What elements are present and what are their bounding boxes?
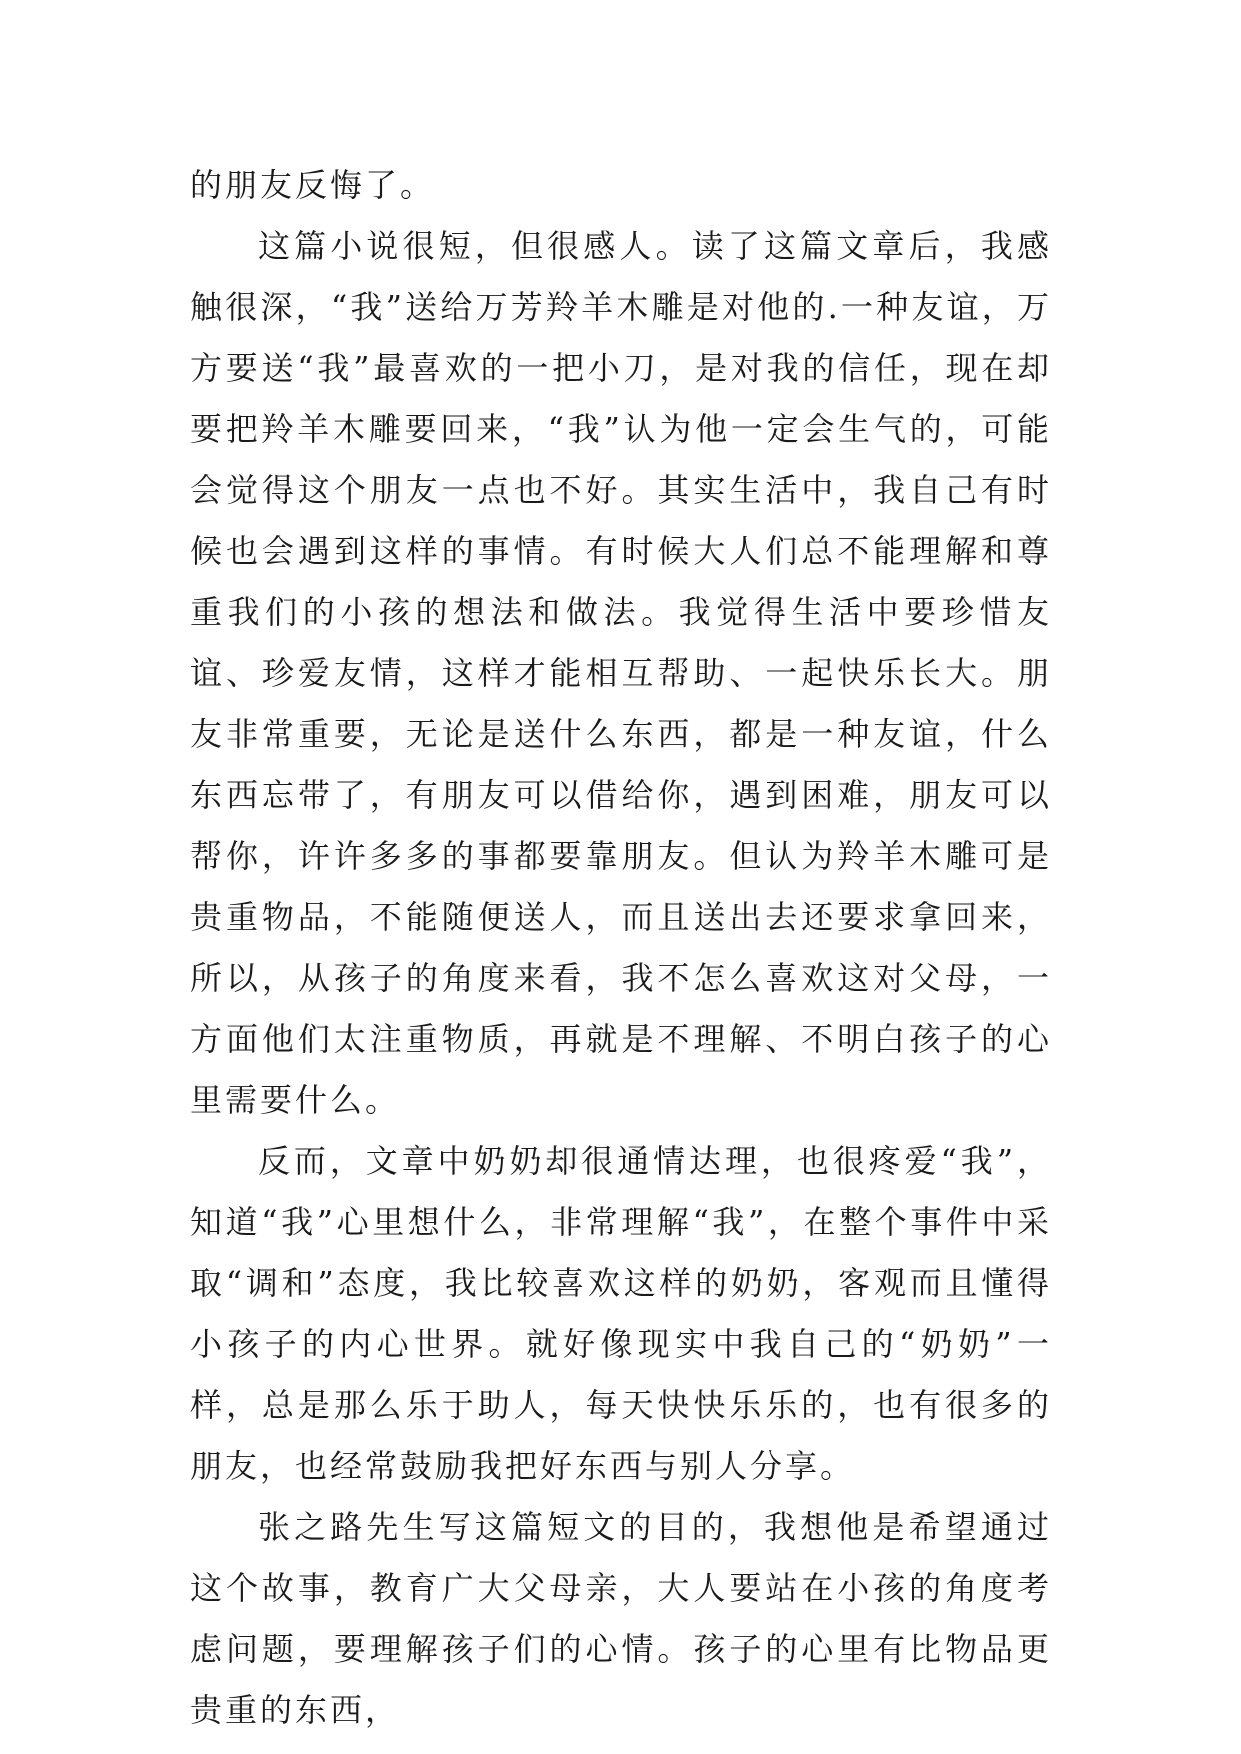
paragraph-grandmother: 反而，文章中奶奶却很通情达理，也很疼爱“我”，知道“我”心里想什么，非常理解“我”，在整个事件中采取“调和”态度，我比较喜欢这样的奶奶，客观而且懂得小孩子的内心世界。就好像现实中我自己的“奶奶”一样，总是那么乐于助人，每天快快乐乐的，也有很多的朋友，也经常鼓励我把好东西与别人分享。 <box>190 1142 1052 1485</box>
paragraph-author-purpose: 张之路先生写这篇短文的目的，我想他是希望通过这个故事，教育广大父母亲，大人要站在小孩的角度考虑问题，要理解孩子们的心情。孩子的心里有比物品更贵重的东西， <box>190 1508 1052 1729</box>
paragraph-reflection: 这篇小说很短，但很感人。读了这篇文章后，我感触很深，“我”送给万芳羚羊木雕是对他的.一种友谊，万方要送“我”最喜欢的一把小刀，是对我的信任，现在却要把羚羊木雕要回来，“我”认为他一定会生气的，可能会觉得这个朋友一点也不好。其实生活中，我自己有时候也会遇到这样的事情。有时候大人们总不能理解和尊重我们的小孩的想法和做法。我觉得生活中要珍惜友谊、珍爱友情，这样才能相互帮助、一起快乐长大。朋友非常重要，无论是送什么东西，都是一种友谊，什么东西忘带了，有朋友可以借给你，遇到困难，朋友可以帮你，许许多多的事都要靠朋友。但认为羚羊木雕可是贵重物品，不能随便送人，而且送出去还要求拿回来，所以，从孩子的角度来看，我不怎么喜欢这对父母，一方面他们太注重物质，再就是不理解、不明白孩子的心里需要什么。 <box>190 227 1052 1119</box>
paragraph-continuation: 的朋友反悔了。 <box>190 166 436 204</box>
document-page <box>190 155 1052 1741</box>
